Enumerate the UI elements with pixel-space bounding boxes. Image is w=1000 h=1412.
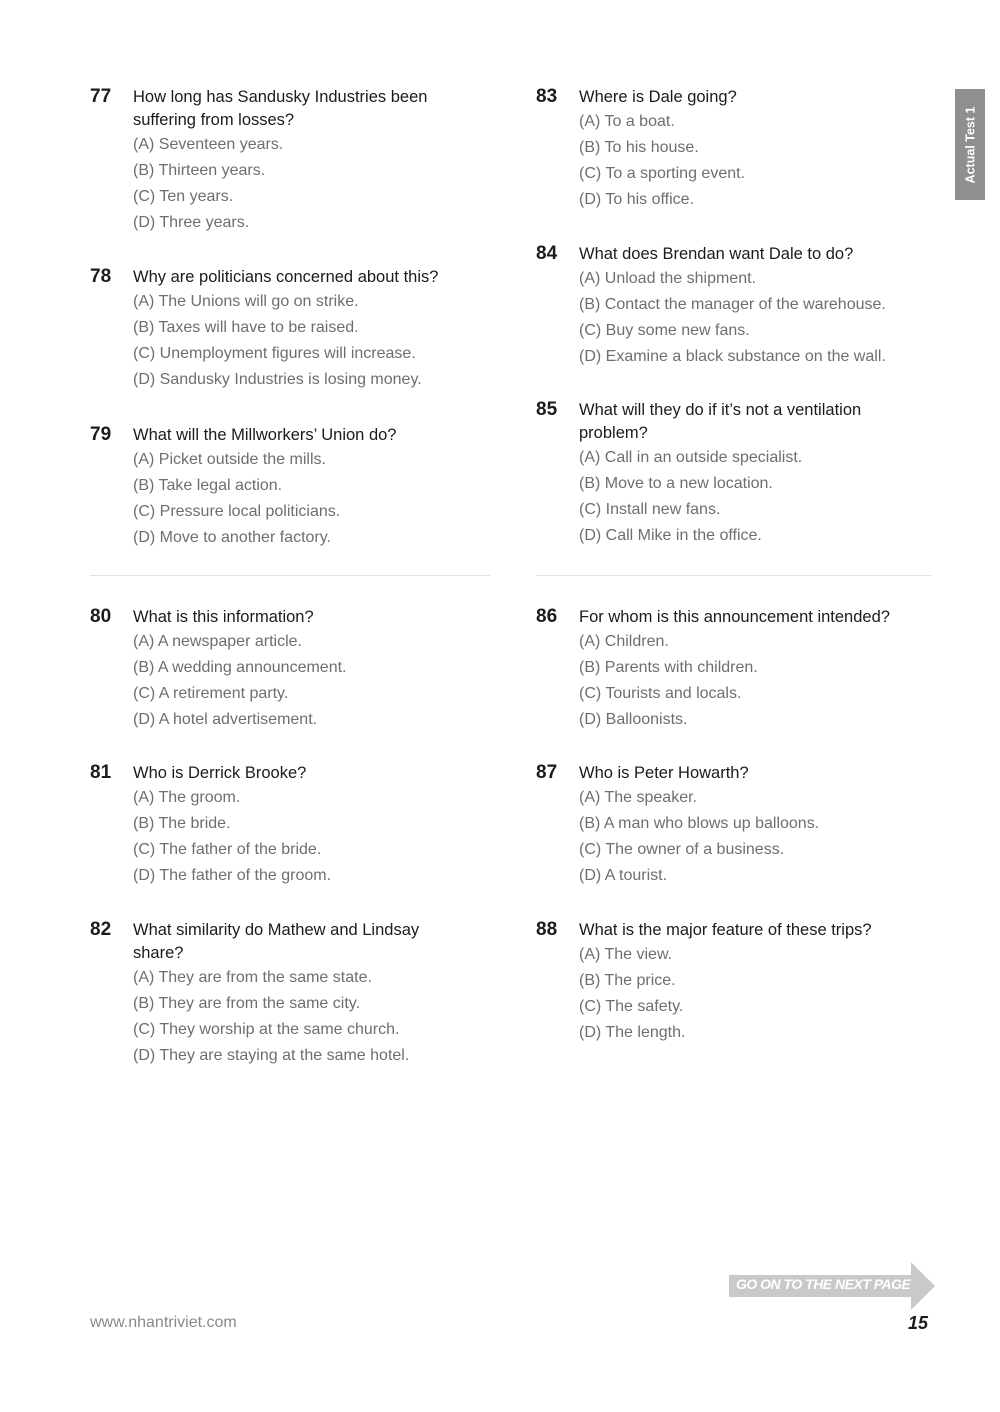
option-c: (C) Install new fans.: [579, 501, 721, 518]
option-d: (D) A hotel advertisement.: [133, 711, 318, 728]
question-86: [536, 606, 916, 733]
option-b: (B) Take legal action.: [133, 477, 283, 494]
option-d: (D) A tourist.: [579, 867, 668, 884]
option-b: (B) A wedding announcement.: [133, 659, 347, 676]
option-d: (D) The father of the groom.: [133, 867, 332, 884]
option-d: (D) Examine a black substance on the wall.: [579, 348, 886, 365]
option-d: (D) Move to another factory.: [133, 529, 331, 546]
next-page-banner: [729, 1262, 935, 1310]
option-b: (B) Move to a new location.: [579, 475, 773, 492]
question-text: Why are politicians concerned about this?: [133, 268, 439, 286]
question-number: 78: [90, 266, 112, 287]
option-c: (C) Buy some new fans.: [579, 322, 750, 339]
option-d: (D) Balloonists.: [579, 711, 688, 728]
option-c: (C) A retirement party.: [133, 685, 289, 702]
option-a: (A) The groom.: [133, 789, 241, 806]
option-a: (A) To a boat.: [579, 113, 675, 130]
question-text: For whom is this announcement intended?: [579, 608, 890, 626]
option-d: (D) Three years.: [133, 214, 250, 231]
question-number: 82: [90, 919, 112, 940]
option-a: (A) Seventeen years.: [133, 136, 284, 153]
question-text: What will the Millworkers’ Union do?: [133, 426, 397, 444]
question-number: 81: [90, 762, 112, 783]
question-81: [90, 762, 470, 889]
question-77: [90, 86, 470, 236]
option-c: (C) Tourists and locals.: [579, 685, 742, 702]
option-c: (C) Unemployment figures will increase.: [133, 345, 416, 362]
question-79: [90, 424, 470, 551]
question-85: [536, 399, 916, 549]
section-divider-left: [90, 575, 490, 576]
question-number: 87: [536, 762, 558, 783]
question-number: 85: [536, 399, 558, 420]
option-d: (D) They are staying at the same hotel.: [133, 1047, 410, 1064]
option-b: (B) Taxes will have to be raised.: [133, 319, 359, 336]
question-text: Who is Peter Howarth?: [579, 764, 749, 782]
option-c: (C) Pressure local politicians.: [133, 503, 341, 520]
option-b: (B) A man who blows up balloons.: [579, 815, 820, 832]
option-d: (D) The length.: [579, 1024, 686, 1041]
question-text: What will they do if it’s not a ventilation problem?: [579, 401, 862, 442]
question-number: 80: [90, 606, 112, 627]
option-c: (C) The owner of a business.: [579, 841, 785, 858]
side-tab-label: Actual Test 1: [963, 106, 977, 183]
question-82: [90, 919, 470, 1069]
question-80: [90, 606, 470, 733]
option-c: (C) Ten years.: [133, 188, 234, 205]
option-a: (A) Unload the shipment.: [579, 270, 756, 287]
option-a: (A) The view.: [579, 946, 673, 963]
option-a: (A) Picket outside the mills.: [133, 451, 326, 468]
option-b: (B) The price.: [579, 972, 676, 989]
question-text: Where is Dale going?: [579, 88, 737, 106]
question-text: Who is Derrick Brooke?: [133, 764, 307, 782]
question-83: [536, 86, 916, 213]
option-a: (A) Children.: [579, 633, 669, 650]
question-text: What is this information?: [133, 608, 314, 626]
question-number: 79: [90, 424, 112, 445]
question-88: [536, 919, 916, 1046]
option-a: (A) A newspaper article.: [133, 633, 302, 650]
option-a: (A) The Unions will go on strike.: [133, 293, 359, 310]
option-a: (A) Call in an outside specialist.: [579, 449, 803, 466]
question-text: What does Brendan want Dale to do?: [579, 245, 854, 263]
question-number: 88: [536, 919, 558, 940]
option-c: (C) They worship at the same church.: [133, 1021, 400, 1038]
section-side-tab: [955, 89, 985, 200]
option-c: (C) The safety.: [579, 998, 684, 1015]
question-text: How long has Sandusky Industries been suffering from losses?: [133, 88, 428, 129]
section-divider-right: [536, 575, 932, 576]
option-c: (C) The father of the bride.: [133, 841, 322, 858]
option-d: (D) To his office.: [579, 191, 695, 208]
option-b: (B) They are from the same city.: [133, 995, 361, 1012]
option-d: (D) Sandusky Industries is losing money.: [133, 371, 422, 388]
option-c: (C) To a sporting event.: [579, 165, 746, 182]
option-a: (A) The speaker.: [579, 789, 697, 806]
question-87: [536, 762, 916, 889]
option-b: (B) To his house.: [579, 139, 699, 156]
question-number: 84: [536, 243, 558, 264]
option-a: (A) They are from the same state.: [133, 969, 372, 986]
option-b: (B) Parents with children.: [579, 659, 758, 676]
option-b: (B) The bride.: [133, 815, 231, 832]
option-b: (B) Thirteen years.: [133, 162, 266, 179]
question-number: 77: [90, 86, 112, 107]
option-d: (D) Call Mike in the office.: [579, 527, 762, 544]
question-78: [90, 266, 470, 393]
question-number: 83: [536, 86, 558, 107]
question-text: What similarity do Mathew and Lindsay share?: [133, 921, 420, 962]
page-number: 15: [908, 1313, 929, 1333]
question-84: [536, 243, 916, 370]
question-number: 86: [536, 606, 558, 627]
next-page-label: GO ON TO THE NEXT PAGE: [736, 1276, 911, 1292]
footer-url: www.nhantriviet.com: [90, 1314, 237, 1331]
question-text: What is the major feature of these trips?: [579, 921, 872, 939]
option-b: (B) Contact the manager of the warehouse.: [579, 296, 886, 313]
